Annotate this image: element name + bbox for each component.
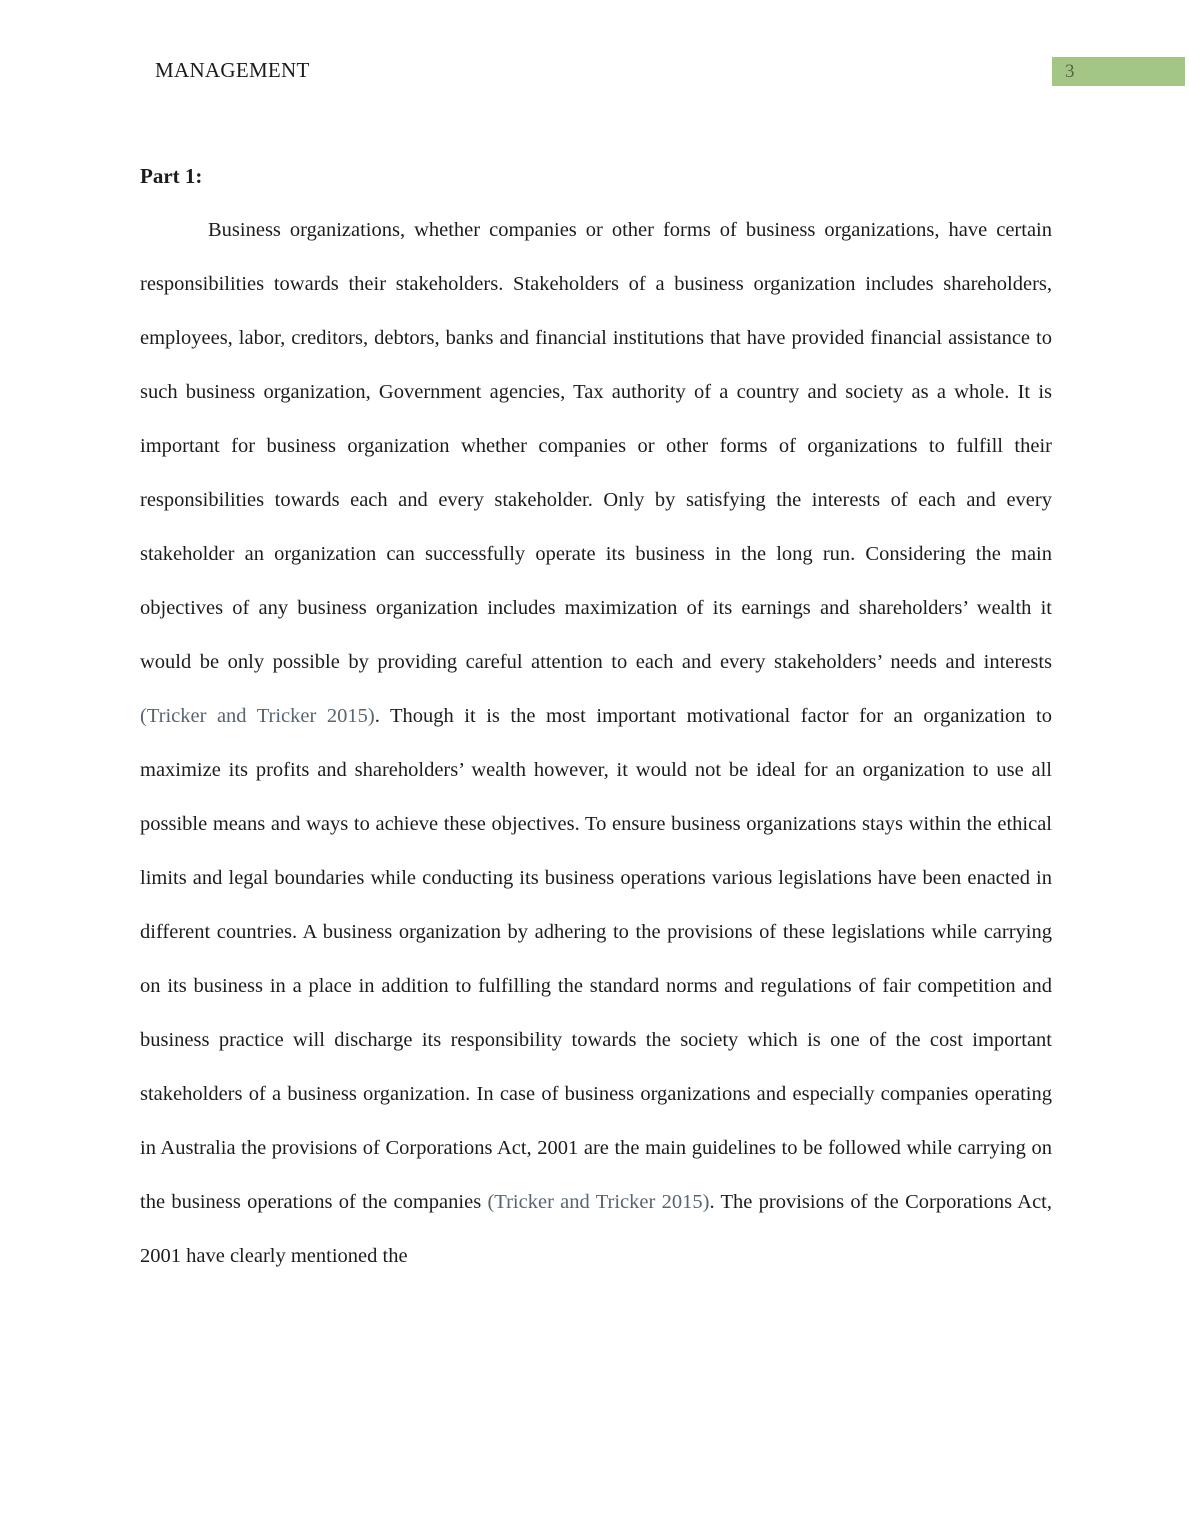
page-header — [0, 57, 1190, 87]
section-heading: Part 1: — [140, 164, 203, 188]
document-body — [140, 164, 1052, 1283]
citation-1: (Tricker and Tricker 2015) — [140, 705, 375, 727]
page-number: 3 — [1065, 61, 1075, 82]
page-number-badge — [1052, 57, 1185, 86]
paragraph-text-2: . Though it is the most important motivational factor for an organization to maximize its profits and shareholders’ wealth however, it would not be ideal for an organization to use all possible means and ways to achieve these objectives. To ensure business organizations stays within the ethical limits and legal boundaries while conducting its business operations various legislations have been enacted in different countries. A business organization by adhering to the provisions of these legislations while carrying on its business in a place in addition to fulfilling the standard norms and regulations of fair competition and business practice will discharge its responsibility towards the society which is one of the cost important stakeholders of a business organization. In case of business organizations and especially companies operating in Australia the provisions of Corporations Act, 2001 are the main guidelines to be followed while carrying on the business operations of the companies — [140, 705, 1053, 1213]
body-paragraph — [140, 203, 1052, 1283]
paragraph-text-3: . The provisions of the Corporations Act, 2001 have clearly mentioned the — [140, 1191, 1053, 1267]
running-head-title: MANAGEMENT — [155, 58, 310, 82]
paragraph-text-1: Business organizations, whether companies or other forms of business organizations, have certain responsibilities towards their stakeholders. Stakeholders of a business organization includes shareholders, employees, labor, creditors, debtors, banks and financial institutions that have provided financial assistance to such business organization, Government agencies, Tax authority of a country and society as a whole. It is important for business organization whether companies or other forms of organizations to fulfill their responsibilities towards each and every stakeholder. Only by satisfying the interests of each and every stakeholder an organization can successfully operate its business in the long run. Considering the main objectives of any business organization includes maximization of its earnings and shareholders’ wealth it would be only possible by providing careful attention to each and every stakeholders’ needs and interests — [140, 219, 1052, 673]
citation-2: (Tricker and Tricker 2015) — [487, 1191, 710, 1213]
